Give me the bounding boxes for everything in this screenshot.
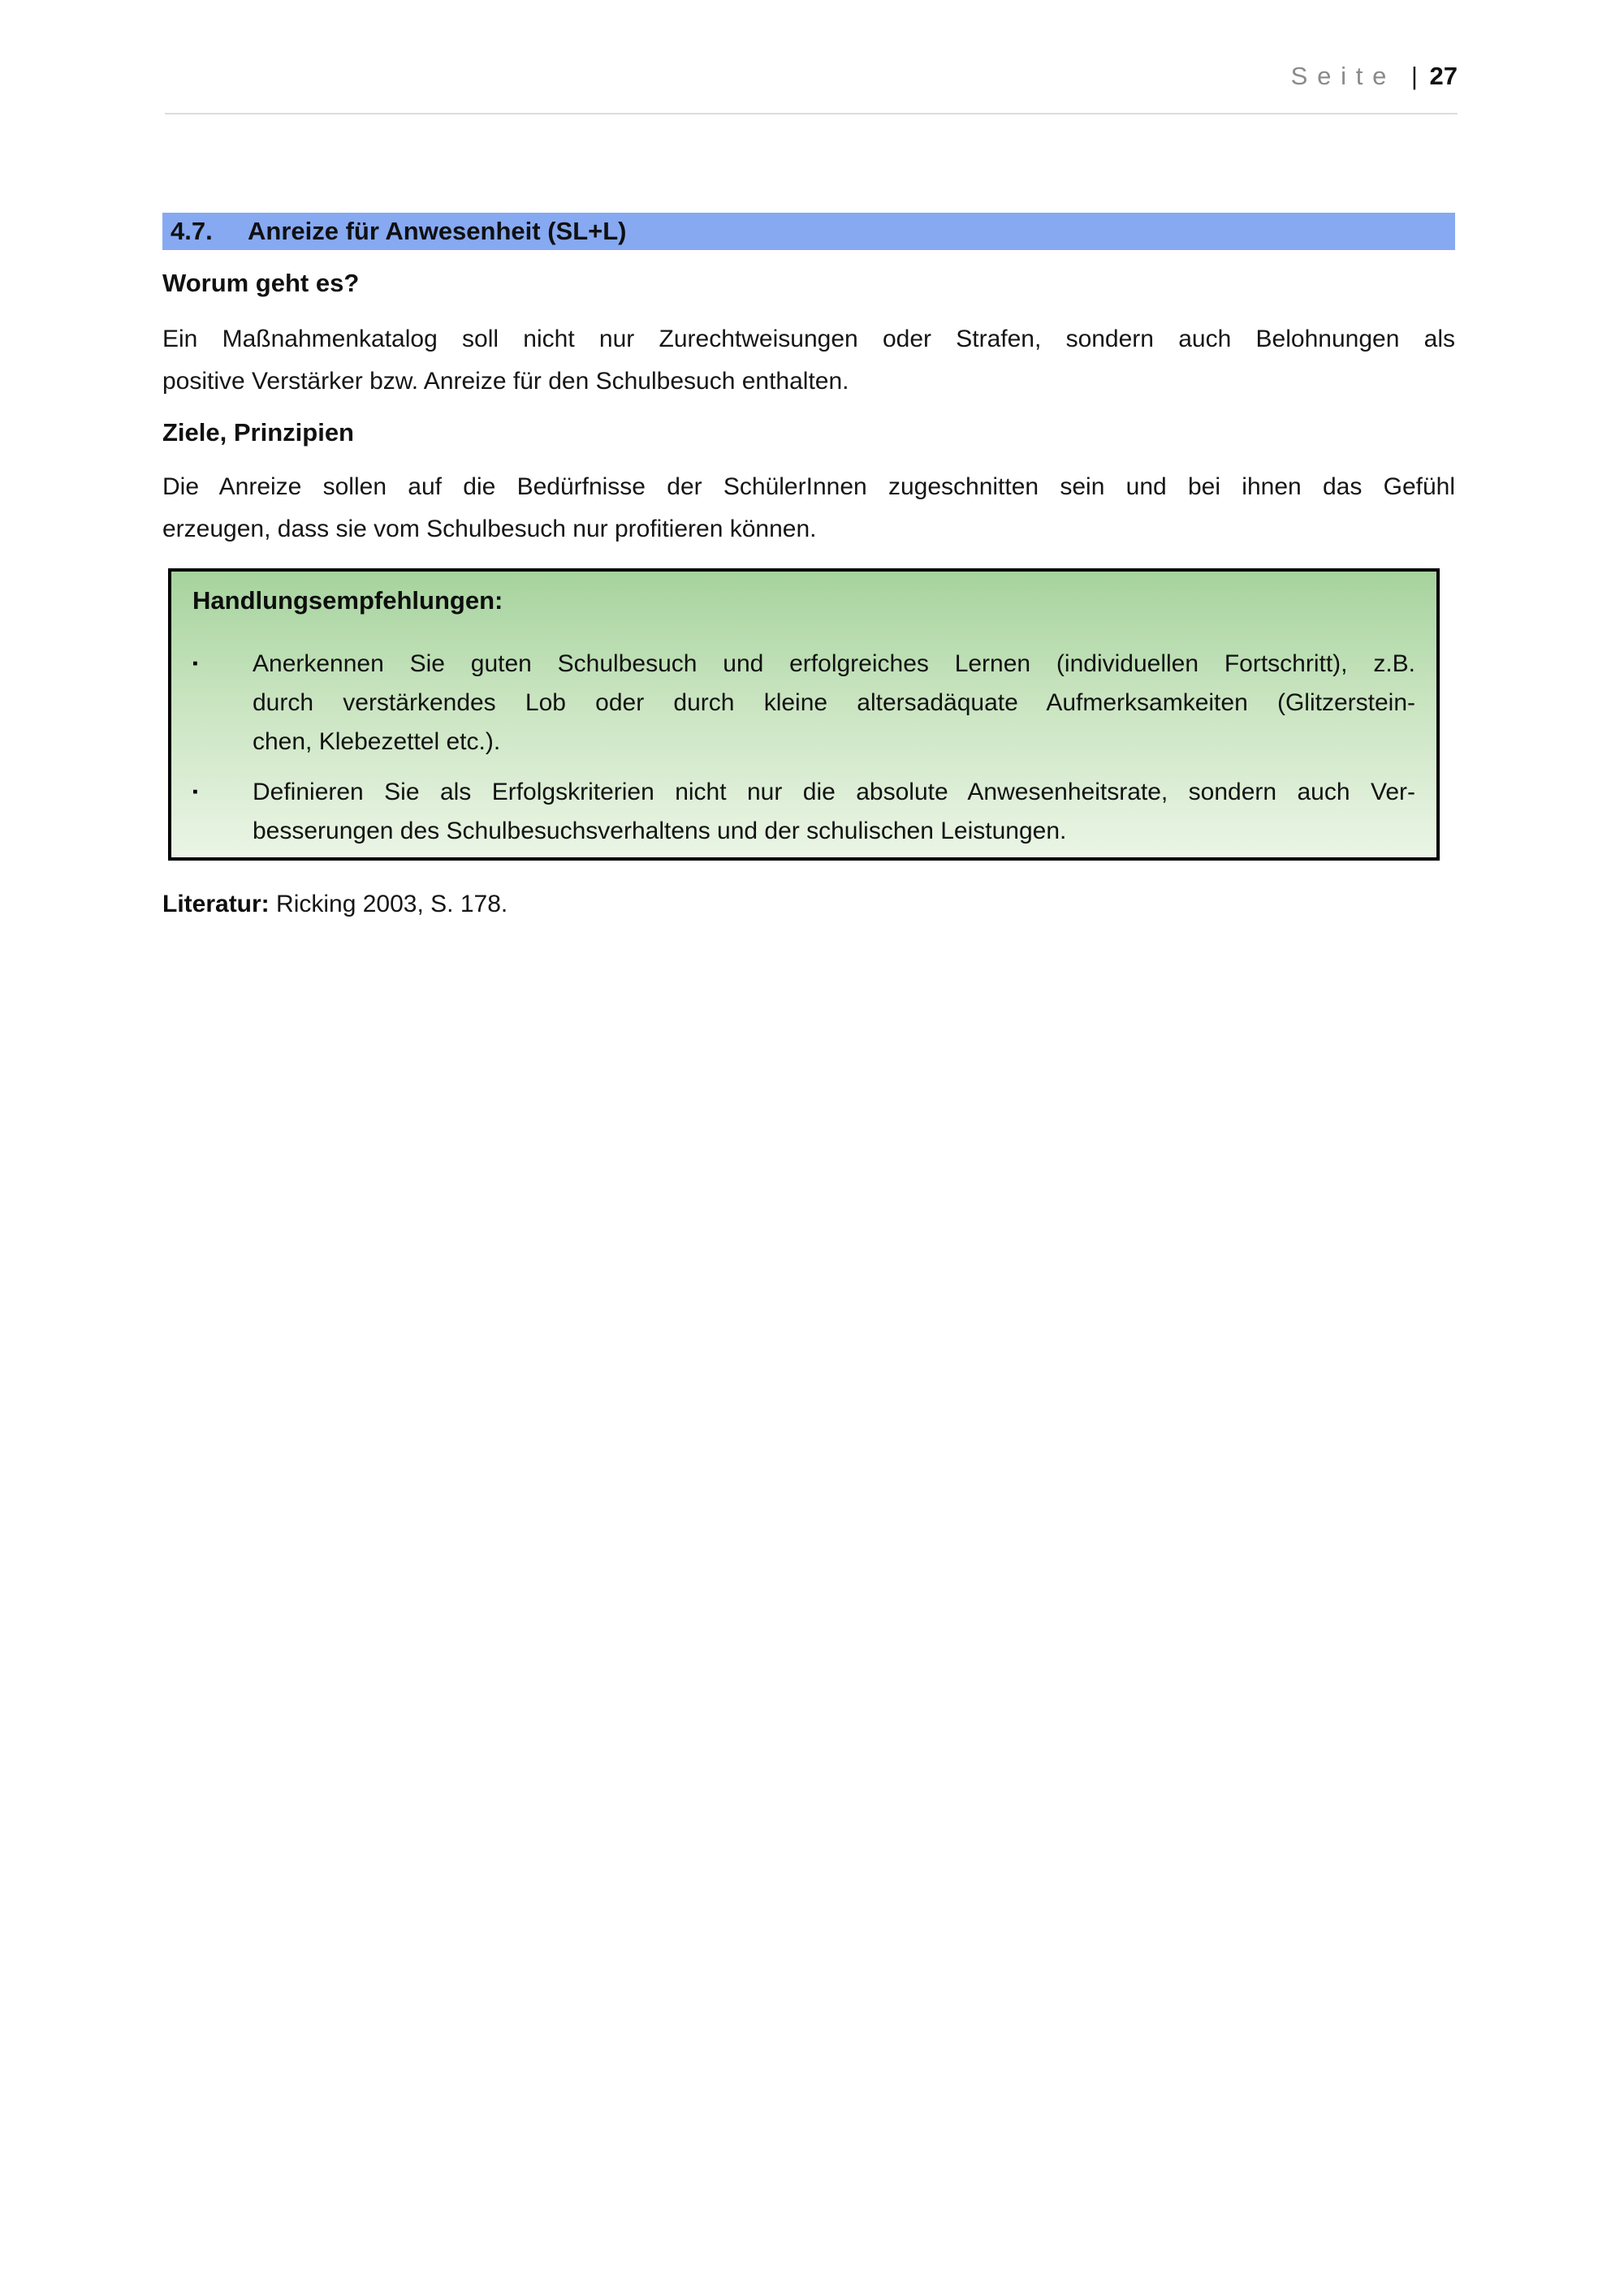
header-divider-line — [165, 113, 1458, 114]
paragraph-worum — [162, 318, 1455, 403]
literature-reference — [162, 885, 1455, 924]
list-item — [192, 645, 1415, 762]
list-item-text — [253, 773, 1415, 851]
list-item-line: Anerkennen Sie guten Schulbesuch und erfolgreiches Lernen (individuellen Fortschritt), z.B. — [253, 650, 1415, 677]
paragraph-line: Ein Maßnahmenkatalog soll nicht nur Zurechtweisungen oder Strafen, sondern auch Belohnungen als — [162, 326, 1455, 352]
paragraph-line: Die Anreize sollen auf die Bedürfnisse der SchülerInnen zugeschnitten sein und bei ihnen das Gefühl — [162, 473, 1455, 500]
square-bullet-icon: ▪ — [192, 655, 198, 672]
list-item-line: besserungen des Schulbesuchsverhaltens und der schulischen Leistungen. — [253, 818, 1067, 844]
page-header-separator: | — [1410, 62, 1418, 90]
list-item-line: chen, Klebezettel etc.). — [253, 728, 501, 755]
page-number: 27 — [1429, 62, 1458, 90]
square-bullet-icon: ▪ — [192, 783, 198, 801]
paragraph-line: positive Verstärker bzw. Anreize für den Schulbesuch enthalten. — [162, 368, 849, 395]
paragraph-line: erzeugen, dass sie vom Schulbesuch nur profitieren können. — [162, 516, 817, 542]
recommendations-box — [168, 568, 1440, 861]
page-header — [1291, 60, 1458, 93]
list-item-line: Definieren Sie als Erfolgskriterien nicht nur die absolute Anwesenheitsrate, sondern auch Ver- — [253, 779, 1415, 805]
section-title: Anreize für Anwesenheit (SL+L) — [248, 217, 627, 245]
list-item-line: durch verstärkendes Lob oder durch kleine altersadäquate Aufmerksamkeiten (Glitzerstein- — [253, 689, 1415, 716]
literature-label: Literatur: — [162, 891, 270, 917]
list-item — [192, 773, 1415, 851]
subheading-ziele-prinzipien: Ziele, Prinzipien — [162, 418, 354, 447]
page-header-label: Seite — [1290, 62, 1397, 90]
paragraph-ziele — [162, 466, 1455, 550]
list-item-text — [253, 645, 1415, 762]
literature-text: Ricking 2003, S. 178. — [276, 891, 508, 917]
section-number: 4.7. — [171, 217, 213, 245]
subheading-worum-geht-es: Worum geht es? — [162, 269, 360, 297]
recommendations-list — [192, 645, 1415, 851]
recommendations-title: Handlungsempfehlungen: — [192, 586, 503, 615]
section-heading-bar — [162, 213, 1455, 250]
